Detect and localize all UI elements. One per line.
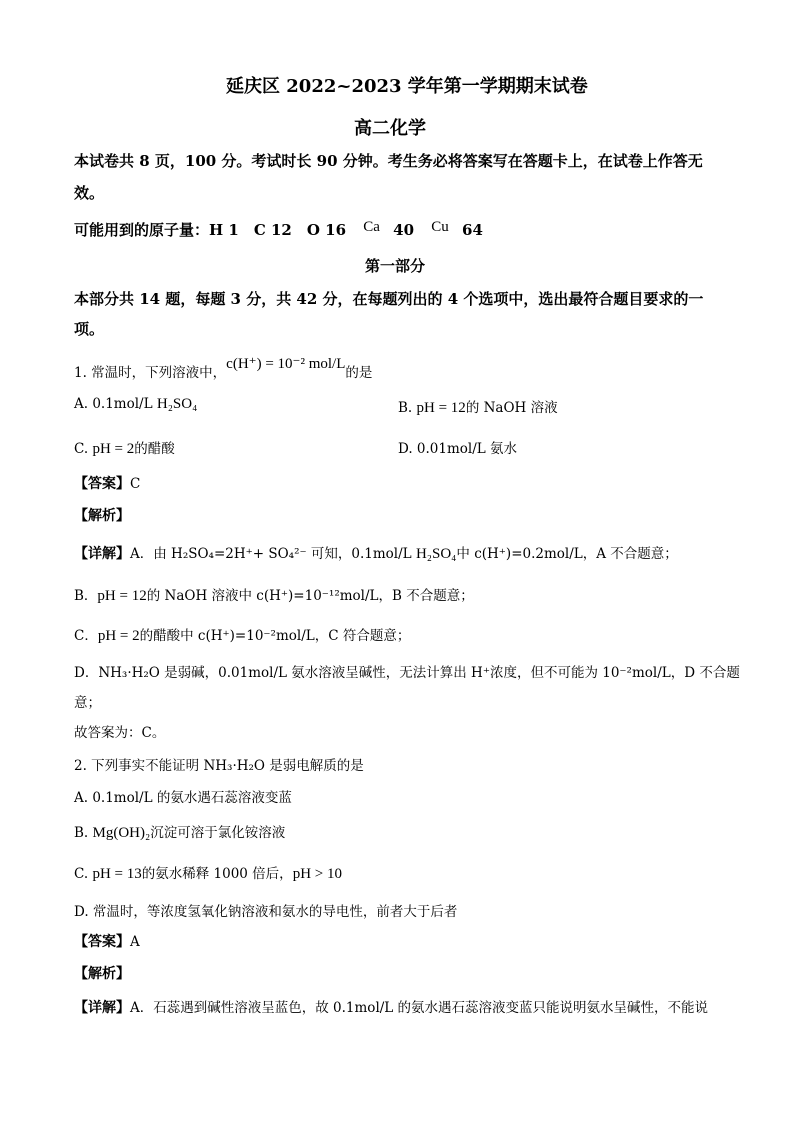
cu-symbol: Cu xyxy=(431,219,449,235)
q2-option-c-text: 的氨水稀释 1000 倍后， xyxy=(141,866,293,882)
atomic-mass-label: 可能用到的原子量：H 1 C 12 O 16 xyxy=(74,221,347,239)
intro-line-1: 本试卷共 8 页，100 分。考试时长 90 分钟。考生务必将答案写在答题卡上，在试卷上作答无 xyxy=(74,152,703,170)
exam-title: 延庆区 2022~2023 学年第一学期期末试卷 xyxy=(226,76,588,97)
section-title: 第一部分 xyxy=(365,257,426,275)
q1-detail-c-formula: pH = 2 xyxy=(97,628,140,644)
q2-analysis-tag: 【解析】 xyxy=(74,966,130,982)
q1-detail-c xyxy=(74,624,410,645)
q1-option-c-label: C. xyxy=(74,441,93,457)
ca-symbol: Ca xyxy=(363,219,380,235)
q1-detail-b-formula: pH = 12 xyxy=(97,588,147,604)
q1-answer-value: C xyxy=(130,476,141,492)
q1-option-c-text: 的醋酸 xyxy=(134,441,175,457)
q1-detail-tag: 【详解】 xyxy=(74,546,130,562)
q2-option-c-formula-2: pH > 10 xyxy=(292,866,342,882)
q2-detail-a-text: A．石蕊遇到碱性溶液呈蓝色，故 0.1mol/L 的氨水遇石蕊溶液变蓝只能说明氨水呈碱性，不能说 xyxy=(130,1000,709,1016)
cu-value: 64 xyxy=(462,221,483,239)
q1-detail-b-text: 的 NaOH 溶液中 c(H⁺)=10⁻¹²mol/L，B 不合题意； xyxy=(146,588,474,604)
q2-option-b-formula: Mg(OH)₂ xyxy=(92,825,151,841)
q1-detail-a xyxy=(74,542,678,563)
intro-line-2: 效。 xyxy=(74,184,105,202)
q1-answer-tag: 【答案】 xyxy=(74,476,130,492)
q2-answer-value: A xyxy=(130,934,140,950)
q2-option-b-text: 沉淀可溶于氯化铵溶液 xyxy=(150,825,286,841)
q1-stem-formula: c(H⁺) = 10⁻² mol/L xyxy=(226,356,346,372)
q1-detail-a-text-2: 中 c(H⁺)=0.2mol/L，A 不合题意； xyxy=(456,546,678,562)
q1-stem xyxy=(74,356,373,382)
q2-answer xyxy=(74,931,140,951)
section-desc-line-2: 项。 xyxy=(74,320,105,338)
q1-detail-b xyxy=(74,584,474,605)
q1-detail-c-text: 的醋酸中 c(H⁺)=10⁻²mol/L，C 符合题意； xyxy=(139,628,411,644)
q2-option-c-formula-1: pH = 13 xyxy=(92,866,142,882)
q1-option-b-formula: pH = 12 xyxy=(416,400,466,416)
exam-subtitle: 高二化学 xyxy=(354,118,426,139)
section-desc-line-1: 本部分共 14 题，每题 3 分，共 42 分，在每题列出的 4 个选项中，选出最符合题目要求的一 xyxy=(74,290,704,308)
q2-detail-a xyxy=(74,996,708,1017)
q1-option-a xyxy=(74,396,197,413)
q1-stem-suffix: 的是 xyxy=(345,365,373,381)
q1-answer xyxy=(74,473,140,493)
q2-detail-tag: 【详解】 xyxy=(74,1000,130,1016)
q1-option-c xyxy=(74,437,175,458)
q1-option-b xyxy=(398,396,558,417)
q2-option-b-label: B. xyxy=(74,825,93,841)
q2-option-d: D. 常温时，等浓度氢氧化钠溶液和氨水的导电性，前者大于后者 xyxy=(74,904,458,920)
q1-detail-b-label: B． xyxy=(74,588,98,604)
q1-detail-a-text-1: A．由 H₂SO₄=2H⁺+ SO₄²⁻ 可知，0.1mol/L xyxy=(130,546,416,562)
q2-option-c xyxy=(74,862,342,883)
q2-answer-tag: 【答案】 xyxy=(74,934,130,950)
q1-detail-c-label: C． xyxy=(74,628,98,644)
q1-conclusion: 故答案为：C。 xyxy=(74,725,166,741)
q1-option-b-text: 的 NaOH 溶液 xyxy=(465,400,558,416)
q2-stem: 2. 下列事实不能证明 NH₃·H₂O 是弱电解质的是 xyxy=(74,758,364,774)
q1-detail-a-formula: H₂SO₄ xyxy=(415,546,457,562)
q2-option-c-label: C. xyxy=(74,866,93,882)
q1-option-d: D. 0.01mol/L 氨水 xyxy=(398,441,518,457)
q1-option-b-label: B. xyxy=(398,400,417,416)
q2-option-a: A. 0.1mol/L 的氨水遇石蕊溶液变蓝 xyxy=(74,790,292,806)
q1-detail-d-line-2: 意； xyxy=(74,695,101,711)
q1-stem-text: 1. 常温时，下列溶液中， xyxy=(74,365,227,381)
atomic-mass-line xyxy=(74,219,483,240)
q2-option-b xyxy=(74,821,285,842)
q1-analysis-tag: 【解析】 xyxy=(74,508,130,524)
q1-option-a-text: A. 0.1mol/L xyxy=(74,396,157,412)
q1-detail-d-line-1: D．NH₃·H₂O 是弱碱，0.01mol/L 氨水溶液呈碱性，无法计算出 H⁺浓度，但不可能为 10⁻²mol/L，D 不合题 xyxy=(74,665,740,681)
q1-option-c-formula: pH = 2 xyxy=(92,441,135,457)
ca-value: 40 xyxy=(393,221,415,239)
q1-option-a-formula: H₂SO₄ xyxy=(156,396,198,412)
